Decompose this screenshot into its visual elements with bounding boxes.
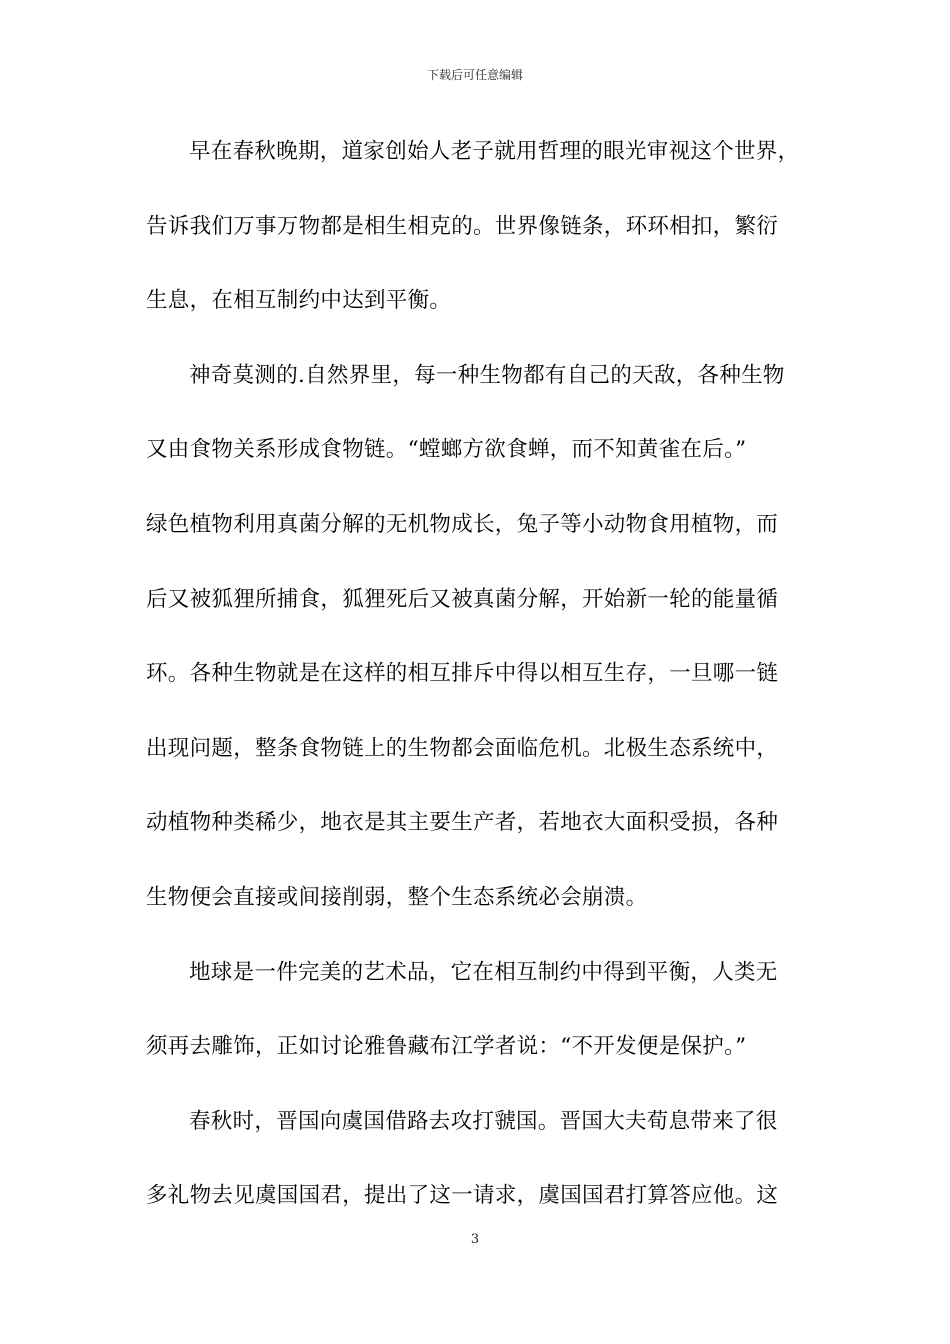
page-number: 3 (470, 1232, 480, 1247)
paragraph-line: 须再去雕饰，正如讨论雅鲁藏布江学者说：“不开发便是保护。” (146, 1034, 747, 1060)
paragraph-line: 出现问题，整条食物链上的生物都会面临危机。北极生态系统中， (146, 735, 779, 761)
paragraph-line: 绿色植物利用真菌分解的无机物成长，兔子等小动物食用植物，而 (146, 511, 779, 537)
paragraph-line: 生物便会直接或间接削弱，整个生态系统必会崩溃。 (146, 884, 648, 910)
paragraph-line: 后又被狐狸所捕食，狐狸死后又被真菌分解，开始新一轮的能量循 (146, 586, 779, 612)
paragraph-line: 早在春秋晚期，道家创始人老子就用哲理的眼光审视这个世界， (189, 139, 800, 164)
paragraph-line: 又由食物关系形成食物链。“螳螂方欲食蝉，而不知黄雀在后。” (146, 437, 747, 463)
paragraph-line: 神奇莫测的.自然界里，每一种生物都有自己的天敌，各种生物 (189, 362, 785, 388)
paragraph-line: 动植物种类稀少，地衣是其主要生产者，若地衣大面积受损，各种 (146, 810, 779, 836)
document-body (146, 130, 808, 1249)
paragraph-line: 春秋时，晋国向虞国借路去攻打虢国。晋国大夫荀息带来了很 (189, 1108, 778, 1134)
page-header: 下载后可任意编辑 (426, 68, 523, 82)
paragraph-line: 生息，在相互制约中达到平衡。 (146, 288, 452, 314)
paragraph-line: 告诉我们万事万物都是相生相克的。世界像链条，环环相扣，繁衍 (146, 213, 779, 239)
paragraph-line: 地球是一件完美的艺术品，它在相互制约中得到平衡，人类无 (189, 959, 778, 985)
paragraph-line: 环。各种生物就是在这样的相互排斥中得以相互生存，一旦哪一链 (146, 661, 779, 687)
paragraph-line: 多礼物去见虞国国君，提出了这一请求，虞国国君打算答应他。这 (146, 1183, 779, 1209)
